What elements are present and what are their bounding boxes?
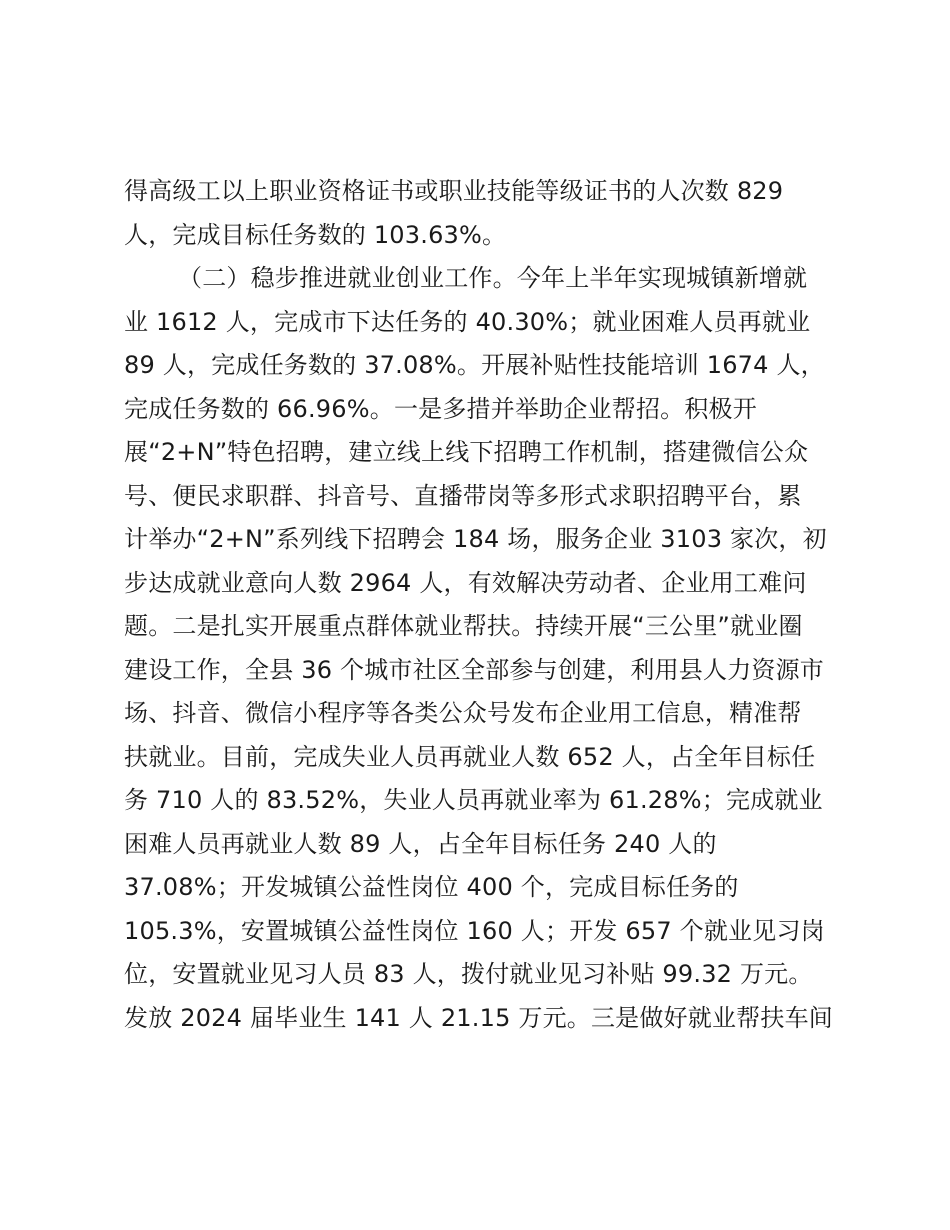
text-line: 37.08%；开发城镇公益性岗位 400 个，完成目标任务的 — [124, 873, 739, 901]
text-line: 务 710 人的 83.52%，失业人员再就业率为 61.28%；完成就业 — [124, 786, 823, 814]
text-line: 扶就业。目前，完成失业人员再就业人数 652 人，占全年目标任 — [124, 742, 816, 771]
text-line: 位，安置就业见习人员 83 人，拨付就业见习补贴 99.32 万元。 — [124, 960, 813, 988]
text-line: 步达成就业意向人数 2964 人，有效解决劳动者、企业用工难问 — [124, 568, 807, 597]
text-line: 发放 2024 届毕业生 141 人 21.15 万元。三是做好就业帮扶车间 — [124, 1003, 833, 1032]
text-line: 业 1612 人，完成市下达任务的 40.30%；就业困难人员再就业 — [124, 307, 811, 336]
text-line: 完成任务数的 66.96%。一是多措并举助企业帮招。积极开 — [124, 394, 757, 423]
text-line: 计举办“2+N”系列线下招聘会 184 场，服务企业 3103 家次，初 — [124, 525, 827, 553]
text-line: 得高级工以上职业资格证书或职业技能等级证书的人次数 829 — [124, 177, 784, 205]
text-line: 题。二是扎实开展重点群体就业帮扶。持续开展“三公里”就业圈 — [124, 612, 803, 640]
text-line: 建设工作，全县 36 个城市社区全部参与创建，利用县人力资源市 — [124, 655, 824, 684]
body-text — [124, 170, 844, 1040]
text-line: 号、便民求职群、抖音号、直播带岗等多形式求职招聘平台，累 — [124, 481, 802, 510]
section-heading-line: （二）稳步推进就业创业工作。今年上半年实现城镇新增就 — [178, 264, 808, 292]
text-line: 展“2+N”特色招聘，建立线上线下招聘工作机制，搭建微信公众 — [124, 438, 809, 466]
text-line: 人，完成目标任务数的 103.63%。 — [124, 220, 507, 249]
text-line: 89 人，完成任务数的 37.08%。开展补贴性技能培训 1674 人， — [124, 351, 825, 379]
text-line: 场、抖音、微信小程序等各类公众号发布企业用工信息，精准帮 — [124, 699, 802, 727]
text-line: 105.3%，安置城镇公益性岗位 160 人；开发 657 个就业见习岗 — [124, 916, 825, 945]
text-line: 困难人员再就业人数 89 人，占全年目标任务 240 人的 — [124, 829, 717, 858]
